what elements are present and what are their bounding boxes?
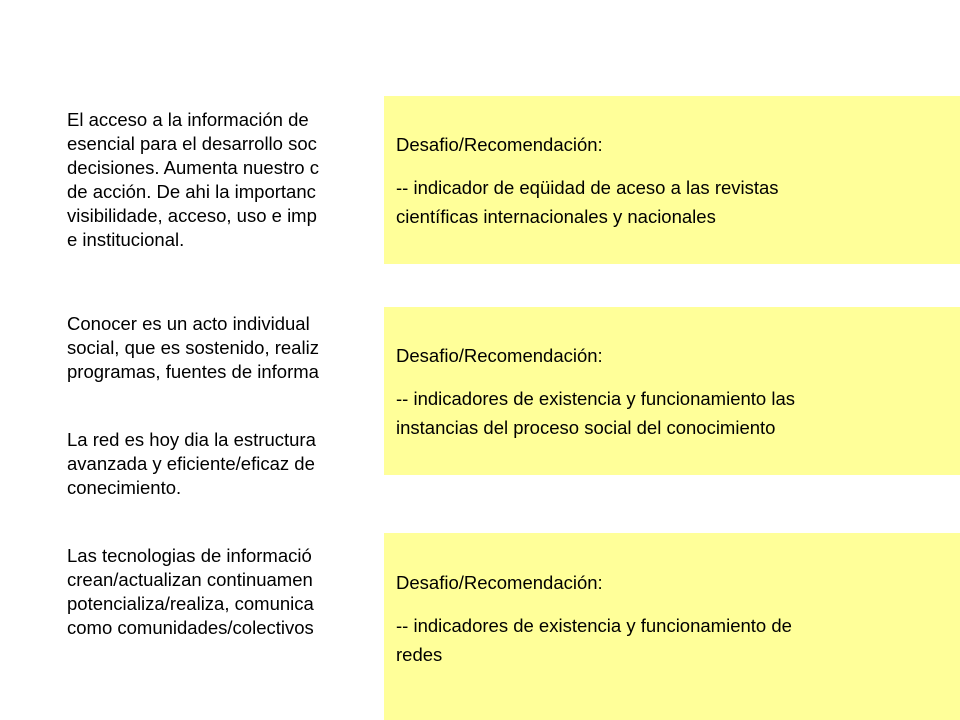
text-line: programas, fuentes de informa	[67, 361, 319, 382]
text-line: Las tecnologias de informació	[67, 545, 312, 566]
box-body-line: -- indicador de eqüidad de aceso a las revistas	[396, 177, 779, 198]
text-line: decisiones. Aumenta nuestro c	[67, 157, 319, 178]
box-body-line: -- indicadores de existencia y funcionamiento de	[396, 615, 792, 636]
text-line: crean/actualizan continuamen	[67, 569, 313, 590]
text-line: como comunidades/colectivos	[67, 617, 314, 638]
text-line: social, que es sostenido, realiz	[67, 337, 319, 358]
box-heading: Desafio/Recomendación:	[396, 134, 603, 155]
box-body-line: instancias del proceso social del conocimiento	[396, 417, 776, 438]
text-line: El acceso a la información de	[67, 109, 309, 130]
box-heading: Desafio/Recomendación:	[396, 345, 603, 366]
recommendation-box-1	[384, 96, 960, 264]
text-line: conecimiento.	[67, 477, 182, 498]
text-line: esencial para el desarrollo soc	[67, 133, 317, 154]
text-line: avanzada y eficiente/eficaz de	[67, 453, 315, 474]
box-heading: Desafio/Recomendación:	[396, 572, 603, 593]
text-line: Conocer es un acto individual	[67, 313, 310, 334]
text-line: de acción. De ahi la importanc	[67, 181, 316, 202]
text-line: visibilidade, acceso, uso e imp	[67, 205, 317, 226]
box-body-line: -- indicadores de existencia y funcionamiento las	[396, 388, 795, 409]
box-body-line: redes	[396, 644, 443, 665]
text-line: La red es hoy dia la estructura	[67, 429, 316, 450]
recommendation-box-2	[384, 307, 960, 475]
text-line: e institucional.	[67, 229, 185, 250]
recommendation-box-3	[384, 533, 960, 720]
box-body-line: científicas internacionales y nacionales	[396, 206, 716, 227]
text-line: potencializa/realiza, comunica	[67, 593, 314, 614]
